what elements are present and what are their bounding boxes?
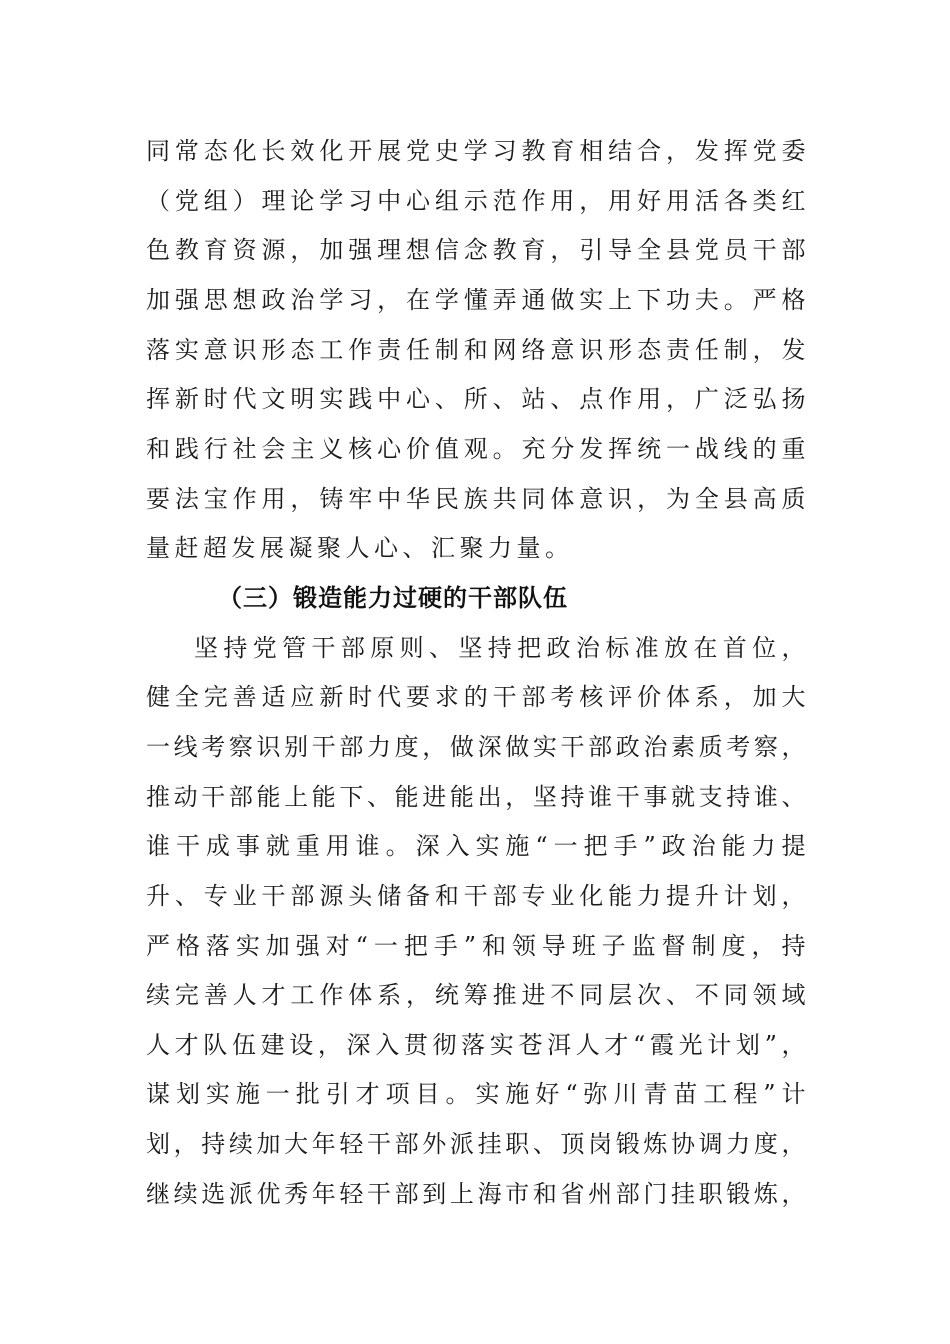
paragraph-line: 继续选派优秀年轻干部到上海市和省州部门挂职锻炼， [146, 1180, 806, 1208]
paragraph-line: 同常态化长效化开展党史学习教育相结合，发挥党委 [146, 137, 806, 165]
paragraph-line: 推动干部能上能下、能进能出，坚持谁干事就支持谁、 [146, 783, 806, 811]
paragraph-line: 划，持续加大年轻干部外派挂职、顶岗锻炼协调力度， [146, 1130, 806, 1158]
paragraph-line: 要法宝作用，铸牢中华民族共同体意识，为全县高质 [146, 485, 806, 513]
paragraph-line: 落实意识形态工作责任制和网络意识形态责任制，发 [146, 336, 806, 364]
paragraph-line: 和践行社会主义核心价值观。充分发挥统一战线的重 [146, 435, 806, 463]
paragraph-line: （党组）理论学习中心组示范作用，用好用活各类红 [146, 187, 806, 215]
paragraph-line: 谁干成事就重用谁。深入实施“一把手”政治能力提 [146, 832, 806, 860]
paragraph-line: 挥新时代文明实践中心、所、站、点作用，广泛弘扬 [146, 385, 806, 413]
paragraph-line: 谋划实施一批引才项目。实施好“弥川青苗工程”计 [146, 1080, 806, 1108]
paragraph-line: 坚持党管干部原则、坚持把政治标准放在首位， [194, 634, 806, 662]
paragraph-line: 人才队伍建设，深入贯彻落实苍洱人才“霞光计划”， [146, 1031, 806, 1059]
paragraph-line: 严格落实加强对“一把手”和领导班子监督制度，持 [146, 932, 806, 960]
paragraph-line: 续完善人才工作体系，统筹推进不同层次、不同领域 [146, 981, 806, 1009]
paragraph-line: 健全完善适应新时代要求的干部考核评价体系，加大 [146, 683, 806, 711]
paragraph-line: 色教育资源，加强理想信念教育，引导全县党员干部 [146, 236, 806, 264]
paragraph-line: 一线考察识别干部力度，做深做实干部政治素质考察， [146, 733, 806, 761]
paragraph-line: 加强思想政治学习，在学懂弄通做实上下功夫。严格 [146, 286, 806, 314]
paragraph-line: 量赶超发展凝聚人心、汇聚力量。 [146, 534, 574, 562]
paragraph-line: 升、专业干部源头储备和干部专业化能力提升计划， [146, 882, 806, 910]
section-heading: （三）锻造能力过硬的干部队伍 [218, 584, 568, 612]
